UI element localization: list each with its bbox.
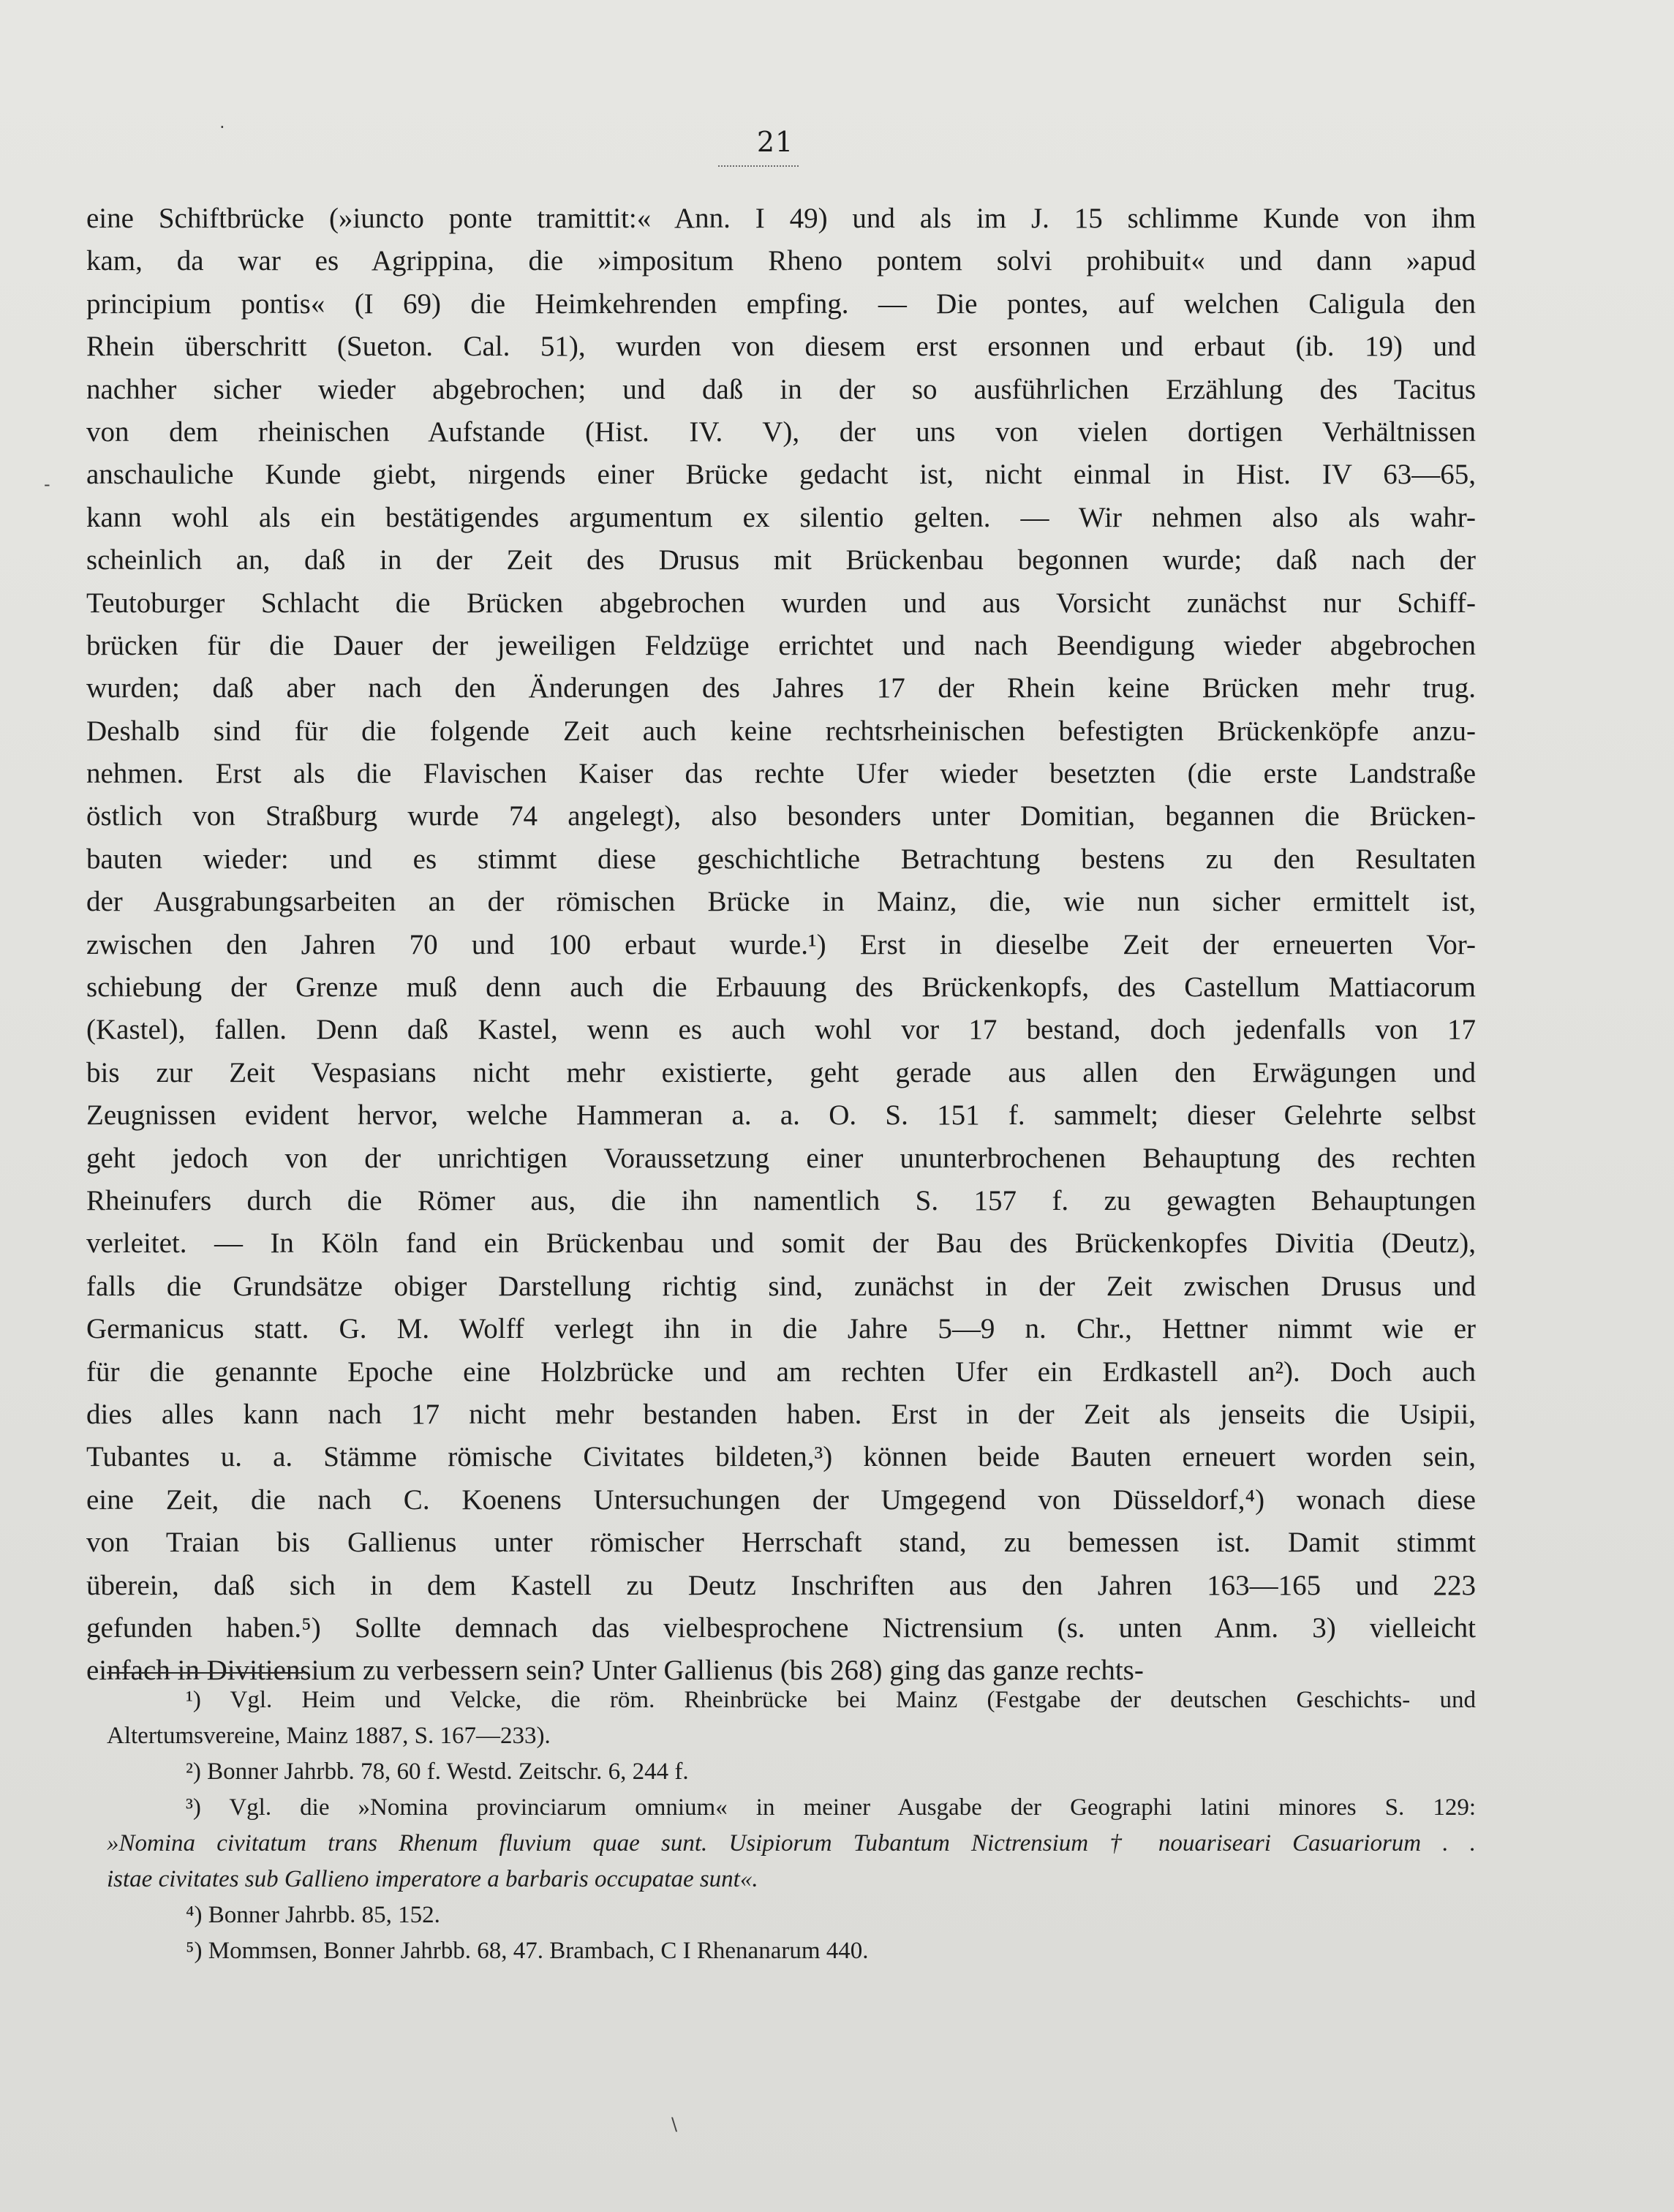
text-line: von dem rheinischen Aufstande (Hist. IV. V), der uns von vielen dortigen Verhältnissen — [86, 415, 1476, 448]
text-line: bis zur Zeit Vespasians nicht mehr existierte, geht gerade aus allen den Erwägungen und — [86, 1056, 1476, 1088]
scan-speck: · — [219, 117, 225, 138]
text-line: von Traian bis Gallienus unter römischer Herrschaft stand, zu bemessen ist. Damit stimmt — [86, 1527, 1476, 1559]
text-line: falls die Grundsätze obiger Darstellung richtig sind, zunächst in der Zeit zwischen Drusus und — [86, 1270, 1476, 1302]
text-line: brücken für die Dauer der jeweiligen Feldzüge errichtet und nach Beendigung wieder abgebrochen — [86, 629, 1476, 661]
footnote-separator — [107, 1672, 303, 1674]
footnote-line: ³) Vgl. die »Nomina provinciarum omnium« in meiner Ausgabe der Geographi latini minores S. 129: — [186, 1794, 1476, 1821]
scan-speck: - — [44, 474, 50, 494]
text-line: Zeugnissen evident hervor, welche Hammeran a. a. O. S. 151 f. sammelt; dieser Gelehrte selbst — [86, 1099, 1476, 1132]
text-line: verleitet. — In Köln fand ein Brückenbau und somit der Bau des Brückenkopfes Divitia (Deutz), — [86, 1227, 1476, 1260]
text-line: scheinlich an, daß in der Zeit des Drusus mit Brückenbau begonnen wurde; daß nach der — [86, 544, 1476, 576]
text-line: zwischen den Jahren 70 und 100 erbaut wurde.¹) Erst in dieselbe Zeit der erneuerten Vor- — [86, 928, 1476, 960]
footnotes — [107, 1682, 1476, 1969]
text-line: bauten wieder: und es stimmt diese geschichtliche Betrachtung bestens zu den Resultaten — [86, 843, 1476, 875]
scan-speck: \ — [671, 2114, 678, 2134]
text-line: principium pontis« (I 69) die Heimkehrenden empfing. — Die pontes, auf welchen Caligula den — [86, 287, 1476, 320]
main-text — [86, 198, 1476, 1693]
text-line: nehmen. Erst als die Flavischen Kaiser das rechte Ufer wieder besetzten (die erste Landstraße — [86, 758, 1476, 790]
text-line: nachher sicher wieder abgebrochen; und daß in der so ausführlichen Erzählung des Tacitus — [86, 373, 1476, 405]
text-line: (Kastel), fallen. Denn daß Kastel, wenn es auch wohl vor 17 bestand, doch jedenfalls von 17 — [86, 1014, 1476, 1046]
text-line: wurden; daß aber nach den Änderungen des Jahres 17 der Rhein keine Brücken mehr trug. — [86, 672, 1476, 704]
footnote-line: ⁴) Bonner Jahrbb. 85, 152. — [186, 1902, 440, 1928]
page-number-ornament — [718, 165, 799, 167]
text-line: anschauliche Kunde giebt, nirgends einer Brücke gedacht ist, nicht einmal in Hist. IV 63—65, — [86, 459, 1476, 491]
text-line: Germanicus statt. G. M. Wolff verlegt ihn in die Jahre 5—9 n. Chr., Hettner nimmt wie er — [86, 1313, 1476, 1345]
footnote-line: ⁵) Mommsen, Bonner Jahrbb. 68, 47. Brambach, C I Rhenanarum 440. — [186, 1938, 869, 1964]
text-line: geht jedoch von der unrichtigen Voraussetzung einer ununterbrochenen Behauptung des rechten — [86, 1142, 1476, 1174]
text-line: kam, da war es Agrippina, die »impositum Rheno pontem solvi prohibuit« und dann »apud — [86, 245, 1476, 277]
text-line: für die genannte Epoche eine Holzbrücke und am rechten Ufer ein Erdkastell an²). Doch auch — [86, 1355, 1476, 1388]
text-line: eine Zeit, die nach C. Koenens Untersuchungen der Umgegend von Düsseldorf,⁴) wonach diese — [86, 1483, 1476, 1516]
footnote-line: istae civitates sub Gallieno imperatore a barbaris occupatae sunt«. — [107, 1866, 758, 1892]
footnote-line: Altertumsvereine, Mainz 1887, S. 167—233). — [107, 1723, 551, 1749]
text-line: schiebung der Grenze muß denn auch die Erbauung des Brückenkopfs, des Castellum Mattiacorum — [86, 971, 1476, 1004]
text-line: Rhein überschritt (Sueton. Cal. 51), wurden von diesem erst ersonnen und erbaut (ib. 19) und — [86, 331, 1476, 363]
text-line: Rheinufers durch die Römer aus, die ihn namentlich S. 157 f. zu gewagten Behauptungen — [86, 1184, 1476, 1216]
text-line: eine Schiftbrücke (»iuncto ponte tramittit:« Ann. I 49) und als im J. 15 schlimme Kunde von ihm — [86, 203, 1476, 234]
footnote-line: »Nomina civitatum trans Rhenum fluvium quae sunt. Usipiorum Tubantum Nictrensium † nouariseari Casuariorum . . — [107, 1830, 1476, 1856]
text-line: einfach in Divitiensium zu verbessern sein? Unter Gallienus (bis 268) ging das ganze rechts- — [86, 1655, 1144, 1687]
footnote-line: ²) Bonner Jahrbb. 78, 60 f. Westd. Zeitschr. 6, 244 f. — [186, 1758, 689, 1785]
text-line: östlich von Straßburg wurde 74 angelegt), also besonders unter Domitian, begannen die Brücken- — [86, 800, 1476, 832]
text-line: gefunden haben.⁵) Sollte demnach das vielbesprochene Nictrensium (s. unten Anm. 3) vielleicht — [86, 1611, 1476, 1644]
text-line: der Ausgrabungsarbeiten an der römischen Brücke in Mainz, die, wie nun sicher ermittelt ist, — [86, 886, 1476, 918]
page-number: 21 — [756, 126, 794, 158]
text-line: Tubantes u. a. Stämme römische Civitates bildeten,³) können beide Bauten erneuert worden sein, — [86, 1441, 1476, 1473]
footnote-line: ¹) Vgl. Heim und Velcke, die röm. Rheinbrücke bei Mainz (Festgabe der deutschen Geschichts- und — [186, 1687, 1476, 1713]
text-line: Deshalb sind für die folgende Zeit auch keine rechtsrheinischen befestigten Brückenköpfe anzu- — [86, 715, 1476, 747]
text-line: kann wohl als ein bestätigendes argumentum ex silentio gelten. — Wir nehmen also als wahr- — [86, 501, 1476, 533]
text-line: Teutoburger Schlacht die Brücken abgebrochen wurden und aus Vorsicht zunächst nur Schiff- — [86, 587, 1476, 619]
text-line: überein, daß sich in dem Kastell zu Deutz Inschriften aus den Jahren 163—165 und 223 — [86, 1569, 1476, 1601]
text-line: dies alles kann nach 17 nicht mehr bestanden haben. Erst in der Zeit als jenseits die Usipii, — [86, 1398, 1476, 1430]
